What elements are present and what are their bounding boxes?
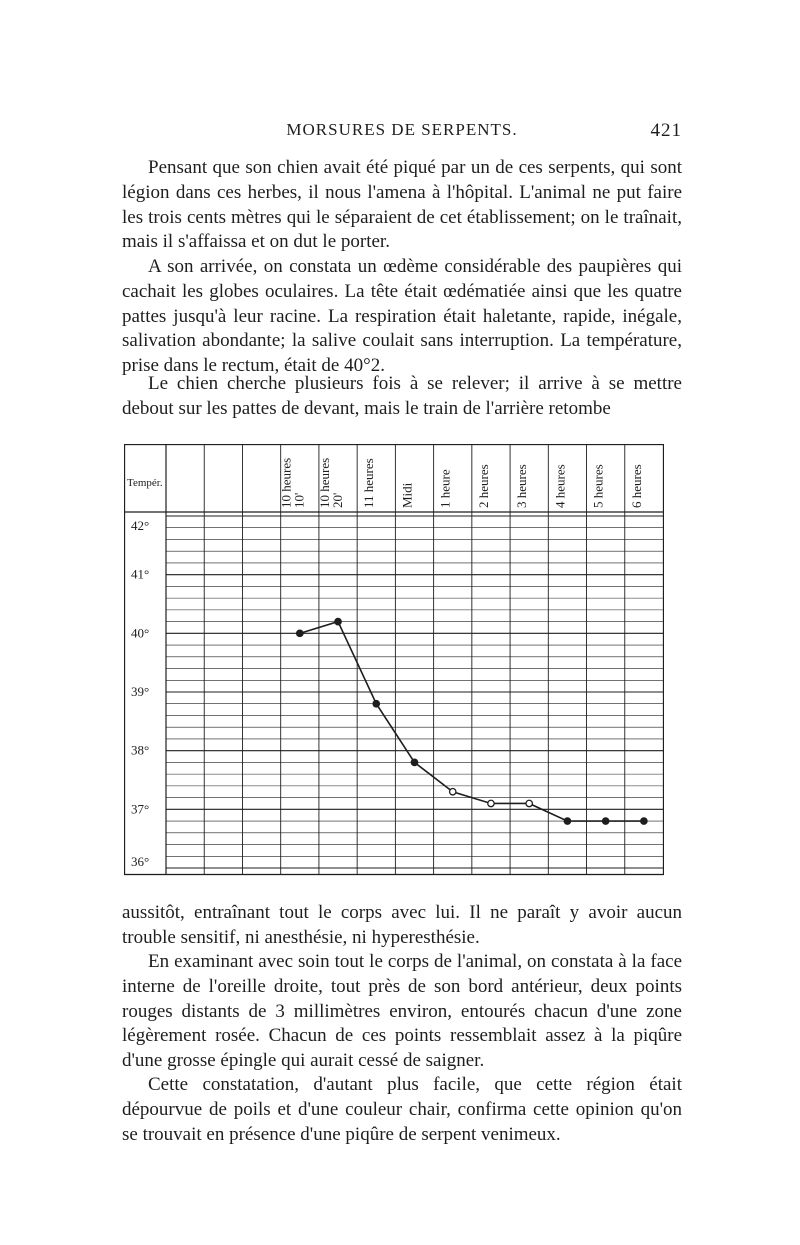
x-tick-label: 2 heures — [475, 464, 491, 508]
y-tick-label: 39° — [131, 684, 150, 699]
y-axis-label: Tempér. — [127, 477, 163, 489]
x-tick-label: 5 heures — [590, 464, 606, 508]
x-tick-label: 10 heures — [316, 457, 332, 508]
temperature-chart — [124, 444, 664, 876]
data-point — [450, 789, 456, 795]
x-tick-label: 20' — [329, 492, 345, 508]
running-head — [122, 120, 682, 144]
data-point — [526, 800, 532, 806]
y-tick-label: 41° — [131, 566, 150, 582]
paragraph-4: aussitôt, entraînant tout le corps avec lui. Il ne paraît y avoir aucun trouble sensitif, ni anesthésie, ni hyperesthésie. — [122, 902, 682, 948]
x-tick-label: 6 heures — [628, 464, 644, 508]
x-tick-label: Midi — [399, 482, 415, 508]
x-tick-label: 10' — [291, 492, 307, 508]
paragraph-5: En examinant avec soin tout le corps de l'animal, on constata à la face interne de l'oreille droite, tout près de son bord antérieur, deux points rouges distants de 3 millimètres environ, entourés chacun d'une zone légèrement rosée. Chacun de ces points ressemblait assez à la piqûre d'une grosse épingle qui aurait cessé de saigner. — [122, 951, 682, 1072]
data-point — [297, 630, 303, 636]
data-point — [411, 759, 417, 765]
y-tick-label: 38° — [131, 742, 150, 758]
x-tick-label: 10 heures — [278, 457, 294, 508]
x-tick-label: 3 heures — [514, 464, 530, 508]
running-title: MORSURES DE SERPENTS. — [286, 120, 518, 139]
chart-frame — [125, 445, 664, 875]
y-tick-label: 42° — [131, 518, 150, 533]
x-tick-label: 1 heure — [437, 469, 453, 508]
y-tick-label: 40° — [131, 625, 150, 641]
paragraph-1: Pensant que son chien avait été piqué par un de ces serpents, qui sont légion dans ces herbes, il nous l'amena à l'hôpital. L'animal ne put faire les trois cents mètres qui le séparaient de cet établissement; on le traînait, mais il s'affaissa et on dut le porter. — [122, 157, 682, 253]
y-tick-label: 37° — [131, 801, 150, 817]
x-tick-label: 11 heures — [361, 458, 377, 508]
paragraph-3: Le chien cherche plusieurs fois à se relever; il arrive à se mettre debout sur les pattes de devant, mais le train de l'arrière retombe — [122, 373, 682, 419]
data-point — [373, 701, 379, 707]
y-tick-label: 36° — [131, 854, 150, 869]
paragraph-6: Cette constatation, d'autant plus facile, que cette région était dépourvue de poils et d'une couleur chair, confirma cette opinion qu'on se trouvait en présence d'une piqûre de serpent venimeux. — [122, 1074, 682, 1145]
data-point — [602, 818, 608, 824]
data-point — [564, 818, 570, 824]
data-point — [488, 800, 494, 806]
x-tick-label: 4 heures — [552, 464, 568, 508]
data-point — [641, 818, 647, 824]
paragraph-2: A son arrivée, on constata un œdème considérable des paupières qui cachait les globes oculaires. La tête était œdématiée ainsi que les quatre pattes jusqu'à leur racine. La respiration était haletante, rapide, inégale, salivation abondante; la salive coulait sans interruption. La température, prise dans le rectum, était de 40°2. — [122, 256, 682, 377]
page-number: 421 — [650, 120, 682, 141]
data-point — [335, 618, 341, 624]
